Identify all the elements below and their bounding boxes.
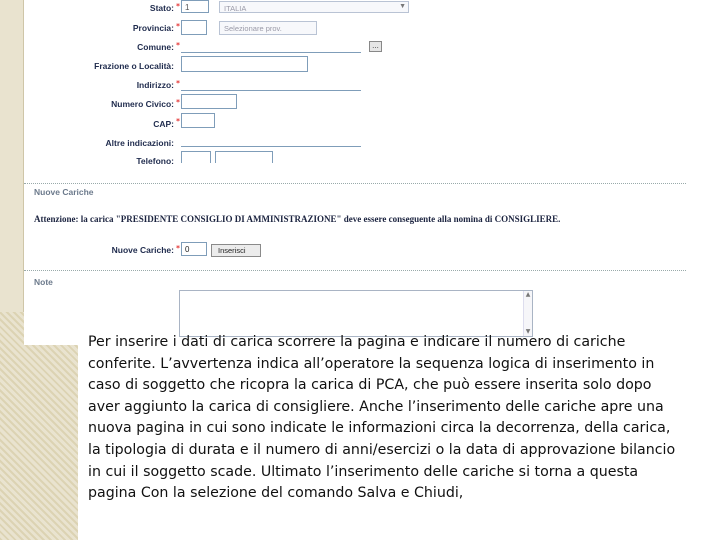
- nuove-cariche-label: Nuove Cariche:: [111, 245, 174, 255]
- numero-civico-input[interactable]: [181, 94, 237, 109]
- chevron-down-icon: ▼: [399, 3, 406, 10]
- required-marker: *: [176, 98, 180, 107]
- required-marker: *: [176, 79, 180, 88]
- required-marker: *: [176, 2, 180, 11]
- provincia-code-input[interactable]: [181, 20, 207, 35]
- nuove-cariche-section-title: Nuove Cariche: [34, 187, 94, 197]
- pca-warning-text: Attenzione: la carica "PRESIDENTE CONSIGLIO DI AMMINISTRAZIONE" deve essere conseguente alla nomina di CONSIGLIERE.: [34, 214, 561, 224]
- provincia-label: Provincia:: [132, 23, 174, 33]
- provincia-select[interactable]: [219, 21, 317, 35]
- altre-indicazioni-label: Altre indicazioni:: [105, 138, 174, 148]
- telefono-label: Telefono:: [136, 156, 174, 166]
- note-section-title: Note: [34, 277, 53, 287]
- explanatory-caption: [88, 332, 698, 505]
- provincia-select-value: Selezionare prov.: [224, 24, 282, 33]
- stato-code-input[interactable]: 1: [181, 0, 209, 13]
- stato-select-value: ITALIA: [224, 4, 247, 13]
- comune-lookup-button[interactable]: ...: [369, 41, 382, 52]
- note-textarea[interactable]: [179, 290, 533, 337]
- note-scrollbar[interactable]: [523, 291, 532, 336]
- scroll-down-icon[interactable]: ▼: [525, 328, 531, 335]
- lower-left-pattern: [0, 312, 78, 540]
- scroll-up-icon[interactable]: ▲: [525, 291, 531, 298]
- caption-line: aver aggiunto la carica di consigliere. Anche l’inserimento delle cariche apre una: [88, 398, 664, 415]
- caption-line: conferite. L’avvertenza indica all’operatore la sequenza logica di inserimento in: [88, 355, 655, 372]
- frazione-input[interactable]: [181, 56, 308, 72]
- caption-line: pagina Con la selezione del comando Salva e Chiudi,: [88, 485, 464, 502]
- frazione-label: Frazione o Località:: [94, 61, 174, 71]
- comune-input[interactable]: [181, 38, 361, 53]
- altre-indicazioni-input[interactable]: [181, 132, 361, 147]
- stato-select[interactable]: [219, 1, 409, 13]
- indirizzo-label: Indirizzo:: [136, 80, 174, 90]
- telefono-prefix-input[interactable]: [181, 151, 211, 163]
- required-marker: *: [176, 22, 180, 31]
- section-separator: [24, 183, 686, 184]
- caption-line: caso di soggetto che ricopra la carica di PCA, che può essere inserita solo dopo: [88, 377, 652, 394]
- caption-line: nuova pagina in cui sono indicate le informazioni circa la decorrenza, della carica,: [88, 420, 671, 437]
- cap-input[interactable]: [181, 113, 215, 128]
- required-marker: *: [176, 244, 180, 253]
- comune-label: Comune:: [137, 42, 174, 52]
- required-marker: *: [176, 117, 180, 126]
- caption-line: in cui il soggetto scade. Ultimato l’inserimento delle cariche si torna a questa: [88, 463, 639, 480]
- caption-line: la tipologia di durata e il numero di anni/esercizi o la data di approvazione bilancio: [88, 441, 676, 458]
- inserisci-button[interactable]: Inserisci: [211, 244, 261, 257]
- telefono-number-input[interactable]: [215, 151, 273, 163]
- caption-line: Per inserire i dati di carica scorrere la pagina e indicare il numero di cariche: [88, 334, 626, 350]
- indirizzo-input[interactable]: [181, 76, 361, 91]
- required-marker: *: [176, 41, 180, 50]
- section-separator: [24, 270, 686, 271]
- stato-label: Stato:: [149, 3, 174, 13]
- form-screenshot: [24, 0, 694, 345]
- nuove-cariche-input[interactable]: 0: [181, 242, 207, 256]
- numero-civico-label: Numero Civico:: [111, 99, 174, 109]
- cap-label: CAP:: [153, 119, 174, 129]
